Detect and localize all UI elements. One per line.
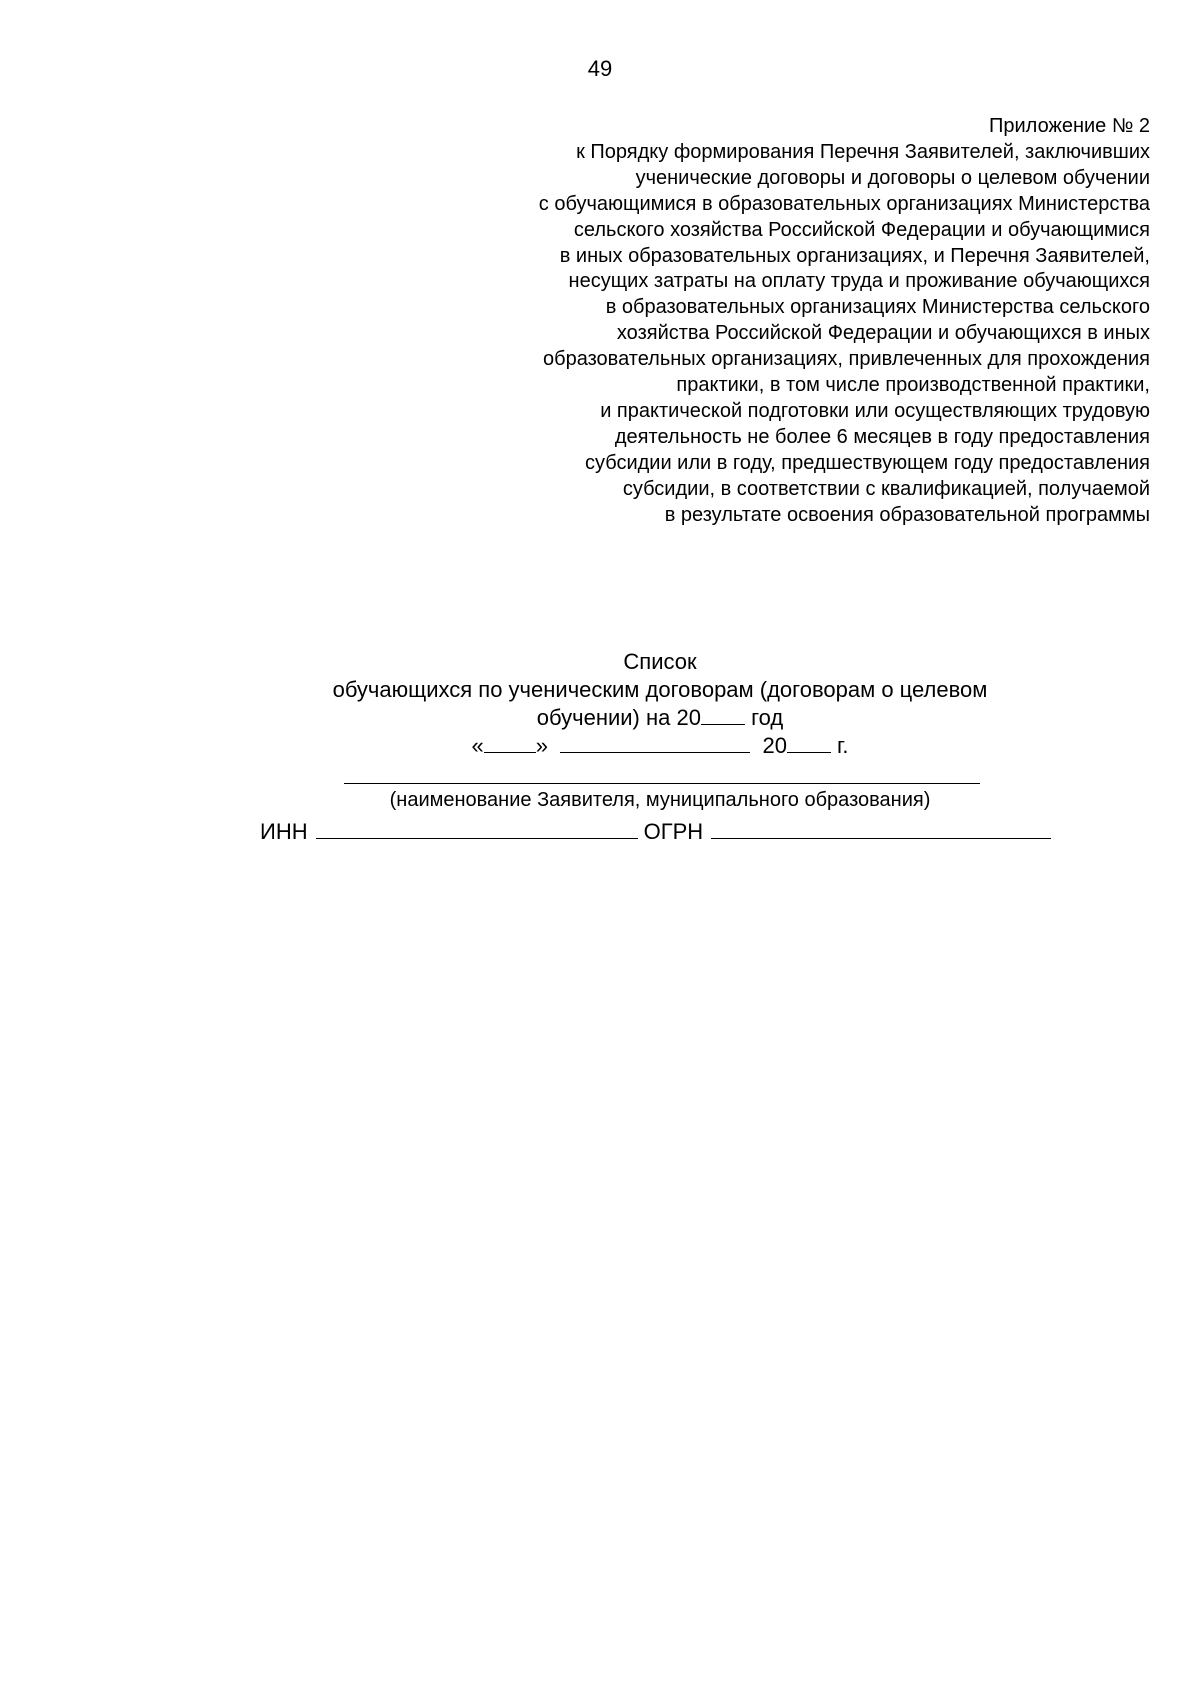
list-subtitle-line2 (0, 704, 1200, 732)
day-blank (484, 732, 536, 753)
date-year-prefix: 20 (762, 733, 787, 758)
appendix-line: к Порядку формирования Перечня Заявителей, заключивших (576, 140, 1150, 163)
appendix-line: деятельность не более 6 месяцев в году предоставления (614, 425, 1150, 448)
appendix-line: в иных образовательных организациях, и Перечня Заявителей, (559, 244, 1150, 267)
appendix-line: с обучающимися в образовательных организациях Министерства (538, 192, 1150, 215)
close-quote: » (535, 733, 548, 758)
applicant-name-blank (344, 783, 980, 784)
list-title: Список (623, 649, 697, 674)
appendix-line: Приложение № 2 (989, 115, 1150, 137)
appendix-line: в результате освоения образовательной программы (664, 503, 1150, 526)
appendix-line: и практической подготовки или осуществляющих трудовую (600, 399, 1150, 422)
appendix-line: ученические договоры и договоры о целевом обучении (635, 166, 1150, 189)
list-subtitle-line1: обучающихся по ученическим договорам (договорам о целевом (332, 677, 988, 702)
appendix-line: хозяйства Российской Федерации и обучающихся в иных (616, 322, 1150, 345)
appendix-line: субсидии или в году, предшествующем году предоставления (584, 451, 1150, 474)
year-suffix: год (744, 705, 784, 730)
inn-blank (316, 816, 638, 839)
year-blank (701, 704, 745, 725)
appendix-line: несущих затраты на оплату труда и проживание обучающихся (568, 270, 1150, 293)
applicant-name-caption: (наименование Заявителя, муниципального образования) (389, 789, 931, 811)
ogrn-blank (711, 816, 1051, 839)
date-year-suffix: г. (830, 733, 849, 758)
appendix-line: практики, в том числе производственной практики, (676, 374, 1150, 397)
appendix-header (430, 114, 1150, 529)
appendix-line: образовательных организациях, привлеченных для прохождения (543, 348, 1150, 371)
page-number: 49 (587, 56, 613, 81)
appendix-line: в образовательных организациях Министерства сельского (605, 296, 1150, 319)
list-title-block (0, 648, 1200, 760)
year-prefix: обучении) на 20 (536, 705, 701, 730)
appendix-line: сельского хозяйства Российской Федерации и обучающимися (573, 218, 1150, 241)
month-blank (560, 732, 750, 753)
ogrn-label: ОГРН (643, 819, 704, 844)
date-year-blank (787, 732, 831, 753)
open-quote: « (471, 733, 484, 758)
inn-label: ИНН (260, 819, 308, 844)
appendix-line: субсидии, в соответствии с квалификацией, получаемой (622, 477, 1150, 500)
date-line (0, 732, 1200, 760)
ids-row (260, 816, 1051, 846)
